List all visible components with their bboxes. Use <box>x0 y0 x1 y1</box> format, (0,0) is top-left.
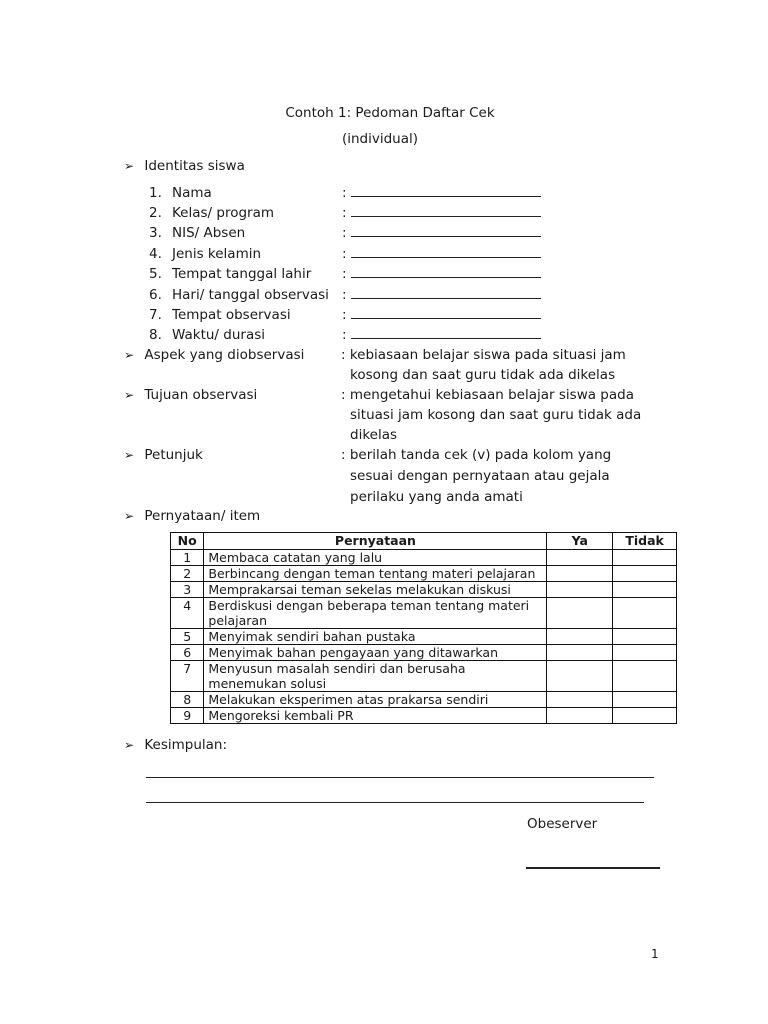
arrow-bullet-icon: ➢ <box>124 738 135 752</box>
row-tidak-cell[interactable] <box>613 550 677 566</box>
aspek-line-2: kosong dan saat guru tidak ada dikelas <box>350 367 616 383</box>
row-statement: Menyusun masalah sendiri dan berusaha menemukan solusi <box>204 661 547 692</box>
identitas-item-label: Tempat observasi <box>172 307 291 323</box>
row-ya-cell[interactable] <box>547 550 613 566</box>
identitas-item-label: Nama <box>172 185 212 201</box>
section-aspek <box>124 346 304 364</box>
identitas-item-colon: : <box>342 327 347 343</box>
header-no: No <box>171 533 204 550</box>
identitas-item-number: 1. <box>149 185 162 201</box>
row-number: 8 <box>171 692 204 708</box>
checklist-table <box>170 532 677 724</box>
row-number: 7 <box>171 661 204 692</box>
arrow-bullet-icon: ➢ <box>124 388 135 402</box>
table-row <box>171 661 677 692</box>
pernyataan-heading: Pernyataan/ item <box>144 508 261 524</box>
identitas-item-number: 2. <box>149 205 162 221</box>
section-kesimpulan <box>124 736 227 754</box>
petunjuk-line-1: : berilah tanda cek (v) pada kolom yang <box>341 447 612 463</box>
document-title: Contoh 1: Pedoman Daftar Cek <box>285 105 495 121</box>
tujuan-line-3: dikelas <box>350 427 398 443</box>
table-row <box>171 598 677 629</box>
row-number: 1 <box>171 550 204 566</box>
header-tidak: Tidak <box>613 533 677 550</box>
arrow-bullet-icon: ➢ <box>124 159 135 173</box>
identitas-item <box>149 305 541 324</box>
identitas-item-colon: : <box>342 225 347 241</box>
identitas-item-label: Waktu/ durasi <box>172 327 265 343</box>
row-number: 4 <box>171 598 204 629</box>
identitas-item-label: Kelas/ program <box>172 205 275 221</box>
arrow-bullet-icon: ➢ <box>124 509 135 523</box>
row-statement: Berbincang dengan teman tentang materi pelajaran <box>204 566 547 582</box>
page-number: 1 <box>651 947 659 961</box>
aspek-line-1: : kebiasaan belajar siswa pada situasi jam <box>341 347 626 363</box>
identitas-item-number: 3. <box>149 225 162 241</box>
identitas-item-field[interactable] <box>351 325 541 339</box>
row-statement: Membaca catatan yang lalu <box>204 550 547 566</box>
row-number: 3 <box>171 582 204 598</box>
observer-signature-line[interactable] <box>526 867 660 869</box>
section-identitas <box>124 157 245 175</box>
row-number: 6 <box>171 645 204 661</box>
petunjuk-label: Petunjuk <box>144 447 203 463</box>
identitas-item-number: 5. <box>149 266 162 282</box>
section-tujuan <box>124 386 257 404</box>
row-statement: Menyimak bahan pengayaan yang ditawarkan <box>204 645 547 661</box>
tujuan-line-1: : mengetahui kebiasaan belajar siswa pada <box>341 387 634 403</box>
identitas-item-label: NIS/ Absen <box>172 225 246 241</box>
identitas-item-colon: : <box>342 287 347 303</box>
identitas-item-colon: : <box>342 185 347 201</box>
identitas-item <box>149 183 541 202</box>
row-number: 9 <box>171 708 204 724</box>
petunjuk-line-3: perilaku yang anda amati <box>350 489 523 505</box>
row-ya-cell[interactable] <box>547 598 613 629</box>
identitas-item-field[interactable] <box>351 305 541 319</box>
identitas-item-colon: : <box>342 246 347 262</box>
table-header-row <box>171 533 677 550</box>
identitas-item-label: Tempat tanggal lahir <box>172 266 312 282</box>
identitas-item-field[interactable] <box>351 183 541 197</box>
row-tidak-cell[interactable] <box>613 598 677 629</box>
header-pernyataan: Pernyataan <box>204 533 547 550</box>
observer-label: Obeserver <box>527 816 598 832</box>
table-row <box>171 582 677 598</box>
row-number: 2 <box>171 566 204 582</box>
identitas-item-number: 7. <box>149 307 162 323</box>
row-ya-cell[interactable] <box>547 708 613 724</box>
row-tidak-cell[interactable] <box>613 692 677 708</box>
identitas-item-number: 6. <box>149 287 162 303</box>
identitas-item <box>149 244 541 263</box>
row-ya-cell[interactable] <box>547 629 613 645</box>
identitas-item-field[interactable] <box>351 264 541 278</box>
row-tidak-cell[interactable] <box>613 708 677 724</box>
arrow-bullet-icon: ➢ <box>124 348 135 362</box>
identitas-item-field[interactable] <box>351 203 541 217</box>
row-ya-cell[interactable] <box>547 692 613 708</box>
aspek-label: Aspek yang diobservasi <box>144 347 305 363</box>
identitas-item <box>149 264 541 283</box>
tujuan-line-2: situasi jam kosong dan saat guru tidak ada <box>350 407 642 423</box>
row-statement: Memprakarsai teman sekelas melakukan diskusi <box>204 582 547 598</box>
row-statement: Mengoreksi kembali PR <box>204 708 547 724</box>
section-identitas-heading: Identitas siswa <box>144 158 245 174</box>
identitas-item-field[interactable] <box>351 223 541 237</box>
row-statement: Berdiskusi dengan beberapa teman tentang materi pelajaran <box>204 598 547 629</box>
row-tidak-cell[interactable] <box>613 661 677 692</box>
row-tidak-cell[interactable] <box>613 582 677 598</box>
row-statement: Menyimak sendiri bahan pustaka <box>204 629 547 645</box>
tujuan-label: Tujuan observasi <box>144 387 258 403</box>
document-subtitle: (individual) <box>341 131 419 147</box>
identitas-item <box>149 285 541 304</box>
identitas-item <box>149 203 541 222</box>
identitas-item-colon: : <box>342 205 347 221</box>
identitas-item-colon: : <box>342 266 347 282</box>
identitas-item <box>149 325 541 344</box>
identitas-item-field[interactable] <box>351 285 541 299</box>
row-ya-cell[interactable] <box>547 582 613 598</box>
row-ya-cell[interactable] <box>547 566 613 582</box>
section-pernyataan <box>124 507 260 525</box>
arrow-bullet-icon: ➢ <box>124 448 135 462</box>
row-tidak-cell[interactable] <box>613 645 677 661</box>
kesimpulan-line-2[interactable] <box>146 802 644 803</box>
identitas-item-label: Hari/ tanggal observasi <box>172 287 329 303</box>
table-row <box>171 645 677 661</box>
kesimpulan-line-1[interactable] <box>146 777 654 778</box>
table-row <box>171 692 677 708</box>
header-ya: Ya <box>547 533 613 550</box>
section-petunjuk <box>124 446 203 464</box>
table-row <box>171 566 677 582</box>
identitas-item <box>149 223 541 242</box>
row-statement: Melakukan eksperimen atas prakarsa sendiri <box>204 692 547 708</box>
table-body <box>171 550 677 724</box>
table-row <box>171 629 677 645</box>
table-row <box>171 550 677 566</box>
identitas-item-number: 4. <box>149 246 162 262</box>
row-tidak-cell[interactable] <box>613 629 677 645</box>
kesimpulan-heading: Kesimpulan: <box>144 737 228 753</box>
row-ya-cell[interactable] <box>547 661 613 692</box>
identitas-item-number: 8. <box>149 327 162 343</box>
identitas-item-field[interactable] <box>351 244 541 258</box>
identitas-item-label: Jenis kelamin <box>172 246 262 262</box>
identitas-item-colon: : <box>342 307 347 323</box>
row-tidak-cell[interactable] <box>613 566 677 582</box>
table-row <box>171 708 677 724</box>
row-ya-cell[interactable] <box>547 645 613 661</box>
row-number: 5 <box>171 629 204 645</box>
petunjuk-line-2: sesuai dengan pernyataan atau gejala <box>350 468 610 484</box>
